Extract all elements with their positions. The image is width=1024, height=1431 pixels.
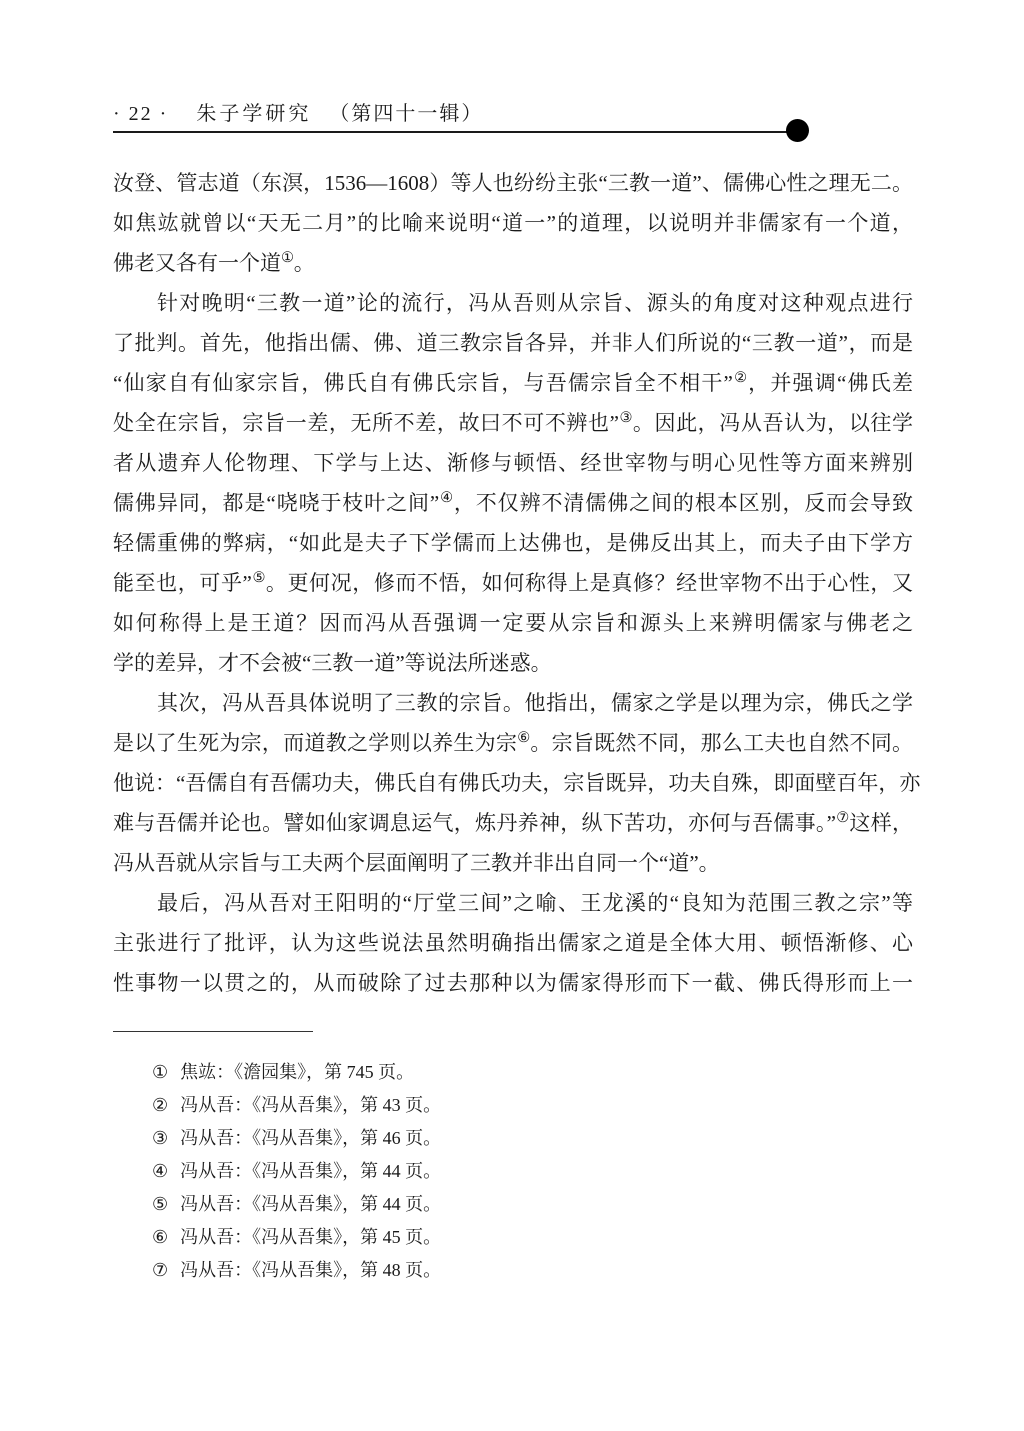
body-text-line: 汝登、管志道（东溟，1536—1608）等人也纷纷主张“三教一道”、儒佛心性之理无二。 — [113, 171, 913, 195]
body-text-line: 针对晚明“三教一道”论的流行，冯从吾则从宗旨、源头的角度对这种观点进行 — [157, 291, 913, 315]
footnote-item — [152, 1254, 932, 1287]
footnote-marker: ⑥ — [152, 1227, 169, 1247]
footnote-text: 焦竑：《澹园集》，第 745 页。 — [180, 1062, 415, 1082]
footnote-text: 冯从吾：《冯从吾集》，第 46 页。 — [180, 1128, 442, 1148]
body-text-line: 最后，冯从吾对王阳明的“厅堂三间”之喻、王龙溪的“良知为范围三教之宗”等 — [157, 891, 913, 915]
volume-label: （第四十一辑） — [329, 103, 484, 125]
body-text-line: 他说：“吾儒自有吾儒功夫，佛氏自有佛氏功夫，宗旨既异，功夫自殊，即面壁百年，亦 — [113, 771, 921, 795]
footnote-item — [152, 1221, 932, 1254]
footnote-text: 冯从吾：《冯从吾集》，第 48 页。 — [180, 1260, 442, 1280]
body-text-line: 性事物一以贯之的，从而破除了过去那种以为儒家得形而下一截、佛氏得形而上一 — [113, 971, 913, 995]
header-rule — [113, 131, 787, 133]
header-bullet-dot — [786, 119, 809, 142]
body-text-line: 冯从吾就从宗旨与工夫两个层面阐明了三教并非出自同一个“道”。 — [113, 851, 720, 875]
body-text-line: 其次，冯从吾具体说明了三教的宗旨。他指出，儒家之学是以理为宗，佛氏之学 — [157, 691, 913, 715]
footnote-item — [152, 1188, 932, 1221]
footnote-text: 冯从吾：《冯从吾集》，第 44 页。 — [180, 1194, 442, 1214]
book-title: 朱子学研究 — [196, 103, 312, 125]
footnote-item — [152, 1155, 932, 1188]
body-text-line: 是以了生死为宗，而道教之学则以养生为宗⑥。宗旨既然不同，那么工夫也自然不同。 — [113, 730, 914, 755]
footnote-marker: ⑦ — [152, 1260, 169, 1280]
footnote-separator — [113, 1031, 313, 1032]
body-text — [113, 163, 921, 1003]
body-text-line: 佛老又各有一个道①。 — [113, 250, 315, 275]
footnote-text: 冯从吾：《冯从吾集》，第 45 页。 — [180, 1227, 442, 1247]
body-text-line: 轻儒重佛的弊病，“如此是夫子下学儒而上达佛也，是佛反出其上，而夫子由下学方 — [113, 531, 913, 555]
body-text-line: 难与吾儒并论也。譬如仙家调息运气，炼丹养神，纵下苦功，亦何与吾儒事。”⑦这样， — [113, 810, 913, 835]
body-text-line: “仙家自有仙家宗旨，佛氏自有佛氏宗旨，与吾儒宗旨全不相干”②，并强调“佛氏差 — [113, 370, 913, 395]
page-number: · 22 · — [113, 103, 169, 125]
body-text-line: 主张进行了批评，认为这些说法虽然明确指出儒家之道是全体大用、顿悟渐修、心 — [113, 931, 913, 955]
footnote-text: 冯从吾：《冯从吾集》，第 43 页。 — [180, 1095, 442, 1115]
footnote-marker: ② — [152, 1095, 169, 1115]
footnote-marker: ① — [152, 1062, 169, 1082]
footnote-item — [152, 1056, 932, 1089]
body-text-line: 能至也，可乎”⑤。更何况，修而不悟，如何称得上是真修？经世宰物不出于心性，又 — [113, 570, 914, 595]
footnote-text: 冯从吾：《冯从吾集》，第 44 页。 — [180, 1161, 442, 1181]
body-text-line: 者从遗弃人伦物理、下学与上达、渐修与顿悟、经世宰物与明心见性等方面来辨别 — [113, 451, 913, 475]
body-text-line: 如何称得上是王道？因而冯从吾强调一定要从宗旨和源头上来辨明儒家与佛老之 — [113, 611, 913, 635]
body-text-line: 处全在宗旨，宗旨一差，无所不差，故曰不可不辨也”③。因此，冯从吾认为，以往学 — [113, 410, 913, 435]
footnotes — [152, 1056, 932, 1287]
footnote-item — [152, 1122, 932, 1155]
body-text-line: 学的差异，才不会被“三教一道”等说法所迷惑。 — [113, 651, 552, 675]
footnote-item — [152, 1089, 932, 1122]
footnote-marker: ⑤ — [152, 1194, 169, 1214]
body-text-line: 如焦竑就曾以“天无二月”的比喻来说明“道一”的道理，以说明并非儒家有一个道， — [113, 211, 913, 235]
footnote-marker: ④ — [152, 1161, 169, 1181]
body-text-line: 了批判。首先，他指出儒、佛、道三教宗旨各异，并非人们所说的“三教一道”，而是 — [113, 331, 913, 355]
body-text-line: 儒佛异同，都是“哓哓于枝叶之间”④，不仅辨不清儒佛之间的根本区别，反而会导致 — [113, 490, 913, 515]
footnote-marker: ③ — [152, 1128, 169, 1148]
